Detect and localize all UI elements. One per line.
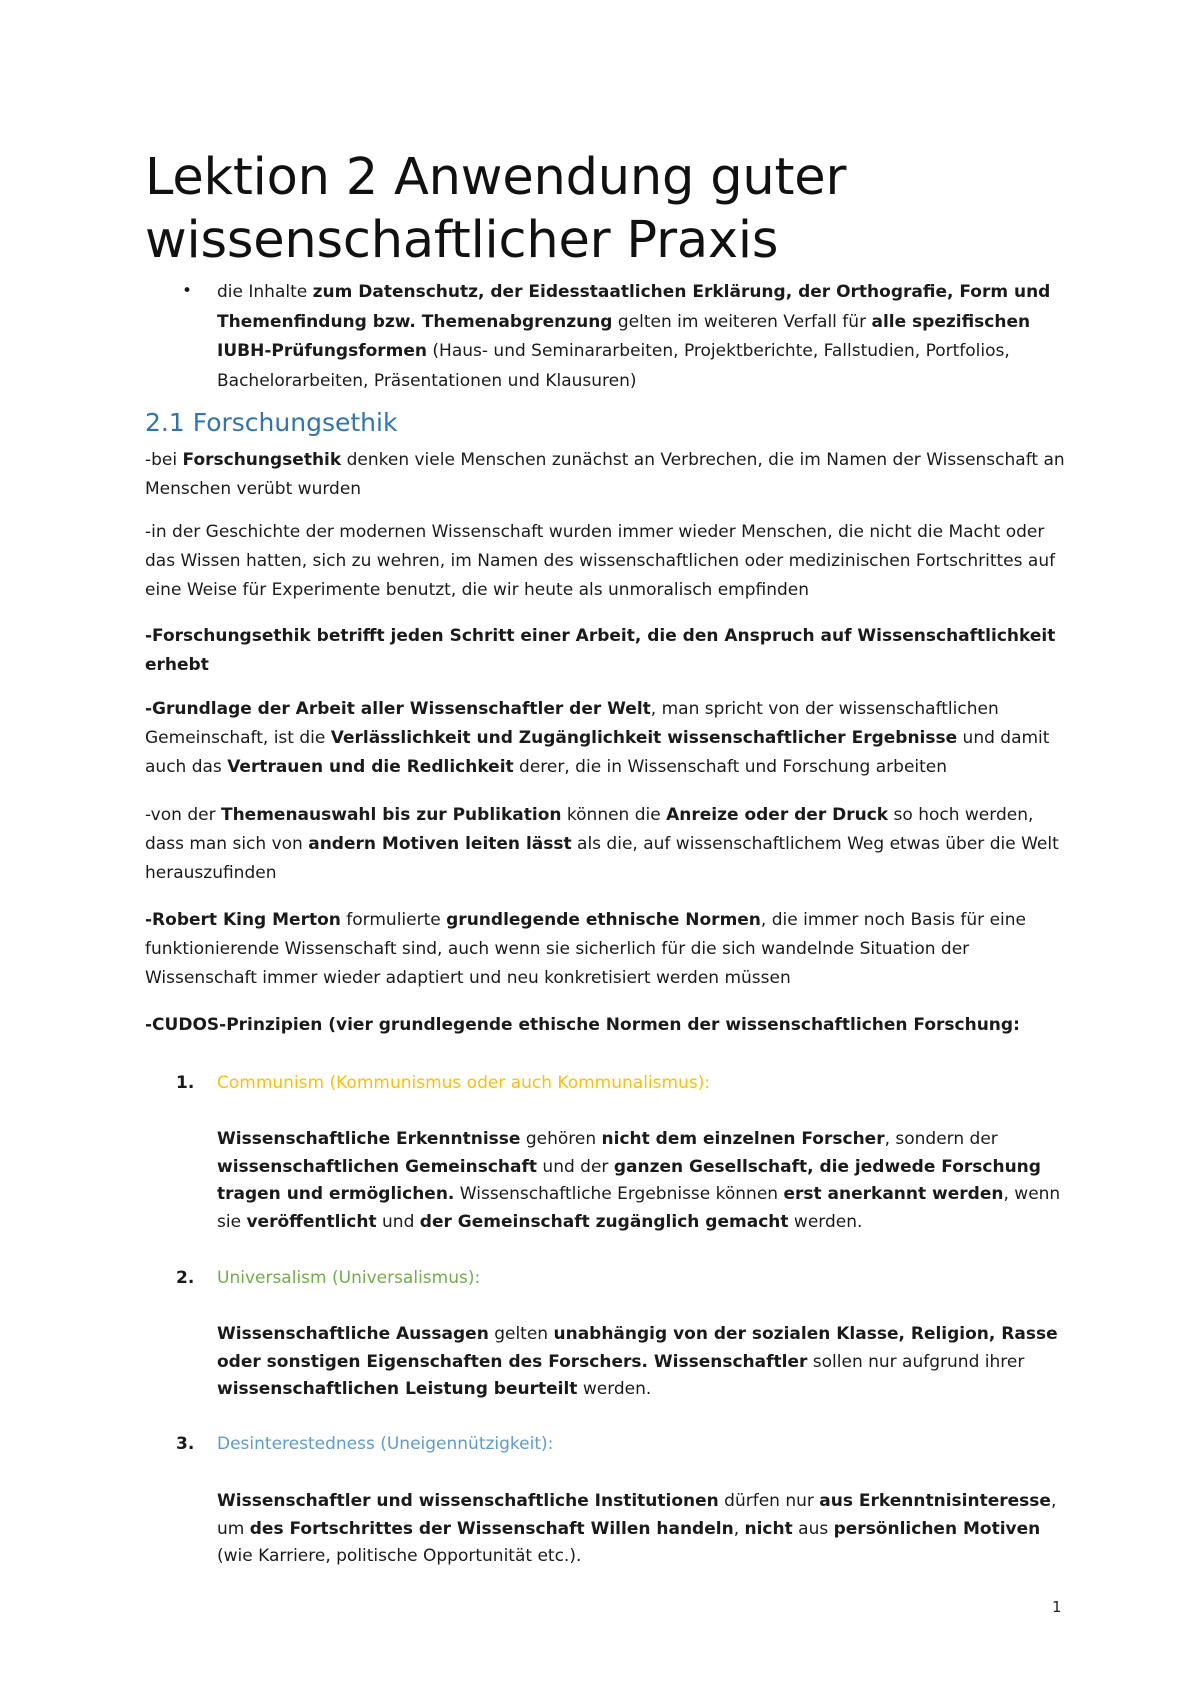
list-number: 3. [176, 1434, 195, 1454]
list-body: Wissenschaftliche Aussagen gelten unabhängig von der sozialen Klasse, Religion, Rasse oder sonstigen Eigenschaften des Forschers. Wissenschaftler sollen nur aufgrund ihrer wissenschaftlichen Leistung beurteilt werden. [217, 1324, 1058, 1399]
page-title: Lektion 2 Anwendung guter wissenschaftlicher Praxis [145, 148, 847, 270]
paragraph: -von der Themenauswahl bis zur Publikation können die Anreize oder der Druck so hoch werden, dass man sich von andern Motiven leiten lässt als die, auf wissenschaftlichem Weg etwas über die Welt herauszufinden [145, 805, 1059, 883]
paragraph: -CUDOS-Prinzipien (vier grundlegende ethische Normen der wissenschaftlichen Forschung: [145, 1015, 1020, 1035]
list-heading: Desinterestedness (Uneigennützigkeit): [217, 1434, 554, 1454]
list-body: Wissenschaftler und wissenschaftliche Institutionen dürfen nur aus Erkenntnisinteresse, um des Fortschrittes der Wissenschaft Willen handeln, nicht aus persönlichen Motiven (wie Karriere, politische Opportunität etc.). [217, 1491, 1057, 1566]
paragraph: -bei Forschungsethik denken viele Menschen zunächst an Verbrechen, die im Namen der Wissenschaft an Menschen verübt wurden [145, 450, 1065, 499]
list-heading: Universalism (Universalismus): [217, 1268, 481, 1288]
bullet-icon: • [182, 281, 193, 301]
paragraph: -in der Geschichte der modernen Wissenschaft wurden immer wieder Menschen, die nicht die Macht oder das Wissen hatten, sich zu wehren, im Namen des wissenschaftlichen oder medizinischen Fortschrittes auf eine Weise für Experimente benutzt, die wir heute als unmoralisch empfinden [145, 522, 1056, 600]
list-number: 2. [176, 1268, 195, 1288]
list-number: 1. [176, 1073, 195, 1093]
section-heading: 2.1 Forschungsethik [145, 408, 398, 437]
paragraph: -Grundlage der Arbeit aller Wissenschaftler der Welt, man spricht von der wissenschaftlichen Gemeinschaft, ist die Verlässlichkeit und Zugänglichkeit wissenschaftlicher Ergebnisse und damit auch das Vertrauen und die Redlichkeit derer, die in Wissenschaft und Forschung arbeiten [145, 699, 1050, 777]
paragraph: -Robert King Merton formulierte grundlegende ethnische Normen, die immer noch Basis für eine funktionierende Wissenschaft sind, auch wenn sie sicherlich für die sich wandelnde Situation der Wissenschaft immer wieder adaptiert und neu konkretisiert werden müssen [145, 910, 1026, 988]
paragraph: -Forschungsethik betrifft jeden Schritt einer Arbeit, die den Anspruch auf Wissenschaftlichkeit erhebt [145, 626, 1056, 675]
list-body: Wissenschaftliche Erkenntnisse gehören nicht dem einzelnen Forscher, sondern der wissenschaftlichen Gemeinschaft und der ganzen Gesellschaft, die jedwede Forschung tragen und ermöglichen. Wissenschaftliche Ergebnisse können erst anerkannt werden, wenn sie veröffentlicht und der Gemeinschaft zugänglich gemacht werden. [217, 1129, 1061, 1232]
page-number: 1 [1052, 1598, 1062, 1616]
list-heading: Communism (Kommunismus oder auch Kommunalismus): [217, 1073, 711, 1093]
bullet-item: die Inhalte zum Datenschutz, der Eidesstaatlichen Erklärung, der Orthografie, Form und Themenfindung bzw. Themenabgrenzung gelten im weiteren Verfall für alle spezifischen IUBH-Prüfungsformen (Haus- und Seminararbeiten, Projektberichte, Fallstudien, Portfolios, Bachelorarbeiten, Präsentationen und Klausuren) [217, 282, 1051, 391]
